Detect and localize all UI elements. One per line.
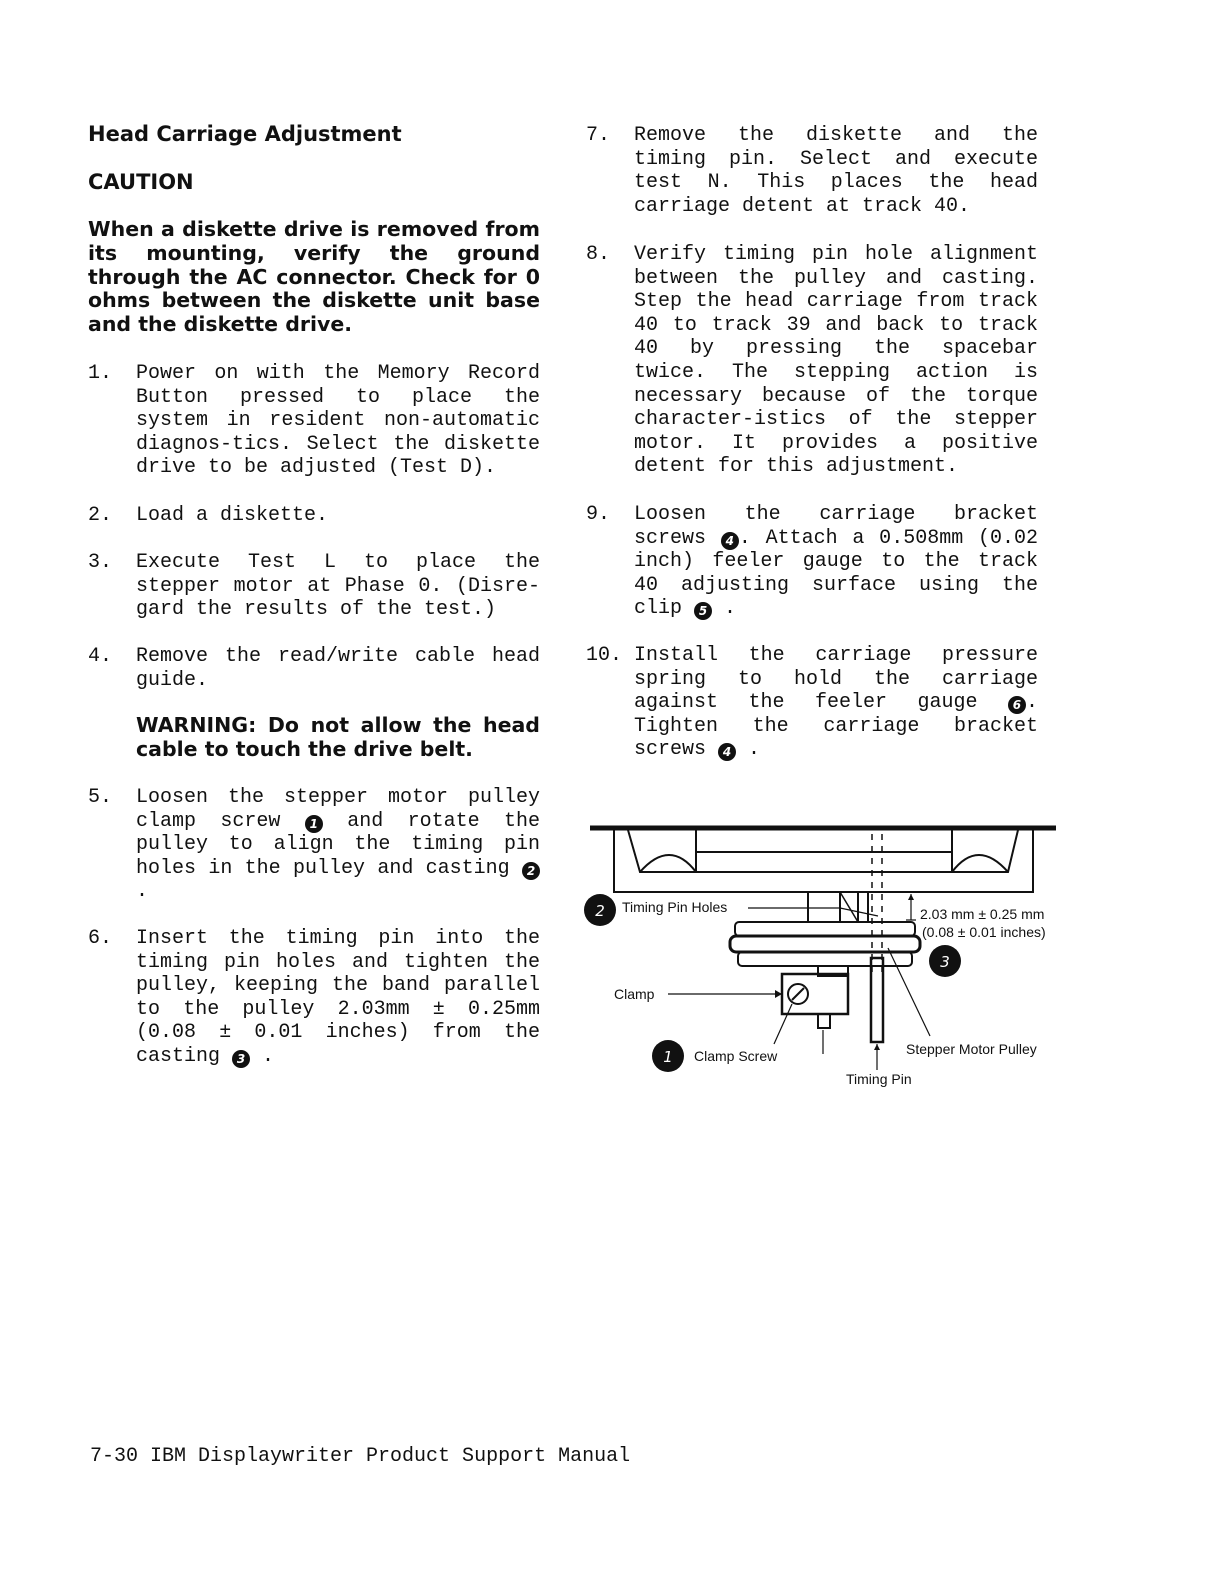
pulley-top (735, 922, 915, 936)
callout-3-icon: 3 (232, 1050, 250, 1068)
label-stepper-motor-pulley: Stepper Motor Pulley (906, 1041, 1037, 1057)
pulley-diagram (578, 808, 1078, 1098)
right-mount (952, 855, 1008, 872)
step-number: 5. (88, 786, 113, 809)
pulley-bottom (738, 952, 912, 966)
callout-6-icon: 6 (1008, 696, 1026, 714)
callout-1-icon: 1 (305, 815, 323, 833)
step-10 (586, 644, 1038, 762)
step-text: . (724, 597, 737, 621)
label-clamp: Clamp (614, 986, 655, 1002)
step-number: 9. (586, 503, 611, 526)
step-1 (88, 362, 540, 480)
step-text: . (748, 738, 761, 762)
page-title: Head Carriage Adjustment (88, 122, 402, 146)
warning-text: WARNING: Do not allow the head cable to touch the drive belt. (136, 713, 540, 761)
clamp-body (782, 974, 848, 1014)
right-bracket (952, 830, 1018, 872)
timing-pin-arrow-icon (874, 1044, 880, 1050)
label-clamp-screw: Clamp Screw (694, 1048, 778, 1064)
step-4 (88, 645, 540, 762)
step-5 (88, 786, 540, 904)
step-text: Remove the read/write cable head guide. (136, 645, 540, 692)
step-9 (586, 503, 1038, 621)
step-number: 8. (586, 243, 611, 266)
step-text: and rotate the pulley to align the timing pin holes in the pulley and casting (136, 809, 540, 880)
step-text: . Attach a 0.508mm (0.02 inch) feeler gauge to the track 40 adjusting surface using the clip (634, 526, 1038, 621)
step-text: Insert the timing pin into the timing pin holes and tighten the pulley, keeping the band parallel to the pulley 2.03mm ± 0.25mm (0.08 ± 0.01 inches) from the casting (136, 927, 540, 1068)
step-text: Execute Test L to place the stepper motor at Phase 0. (Disre-gard the results of the test.) (136, 551, 540, 622)
casting-outline (614, 828, 1033, 892)
step-text: . Tighten the carriage bracket screws (634, 691, 1038, 762)
step-text: Install the carriage pressure spring to hold the carriage against the feeler gauge (634, 644, 1038, 715)
callout-3-label: 3 (940, 953, 950, 971)
step-6 (88, 927, 540, 1069)
step-number: 6. (88, 927, 113, 950)
step-number: 1. (88, 362, 113, 385)
callout-2-label: 2 (595, 902, 605, 920)
step-3 (88, 551, 540, 622)
step-8 (586, 243, 1038, 479)
label-timing-pin: Timing Pin (846, 1071, 912, 1087)
callout-4-icon: 4 (718, 743, 736, 761)
timing-pin (871, 958, 883, 1042)
step-text: Load a diskette. (136, 504, 329, 527)
shaft-stub (818, 1014, 830, 1028)
label-dimension-mm: 2.03 mm ± 0.25 mm (920, 906, 1045, 922)
step-text: . (136, 880, 149, 904)
dimension-arrow-icon (908, 894, 914, 900)
step-text: Loosen the stepper motor pulley clamp screw (136, 786, 540, 833)
step-number: 7. (586, 124, 611, 147)
step-number: 10. (586, 644, 623, 667)
leader-stepper-pulley (888, 948, 930, 1036)
callout-5-icon: 5 (694, 602, 712, 620)
callout-2-icon: 2 (522, 862, 540, 880)
step-number: 2. (88, 504, 113, 527)
step-text: Power on with the Memory Record Button pressed to place the system in resident non-automatic diagnos-tics. Select the diskette drive to be adjusted (Test D). (136, 362, 540, 480)
callout-1-label: 1 (663, 1048, 673, 1066)
pulley-band (730, 936, 920, 952)
step-text: Remove the diskette and the timing pin. Select and execute test N. This places the head carriage detent at track 40. (634, 124, 1038, 218)
left-mount (640, 855, 696, 872)
clamp-screw-slot (792, 988, 804, 1000)
callout-4-icon: 4 (721, 532, 739, 550)
page-footer: 7-30 IBM Displaywriter Product Support Manual (90, 1445, 631, 1468)
label-timing-pin-holes: Timing Pin Holes (622, 899, 728, 915)
caution-text: When a diskette drive is removed from its mounting, verify the ground through the AC connector. Check for 0 ohms between the diskette unit base and the diskette drive. (88, 217, 540, 337)
step-text: Verify timing pin hole alignment between the pulley and casting. Step the head carriage from track 40 to track 39 and back to track 40 by pressing the spacebar twice. The stepping action is necessary because of the torque character-istics of the stepper motor. It provides a positive detent for this adjustment. (634, 243, 1038, 479)
left-bracket (628, 830, 696, 872)
step-number: 3. (88, 551, 113, 574)
label-dimension-in: (0.08 ± 0.01 inches) (922, 924, 1046, 940)
step-text: . (262, 1044, 275, 1068)
hole-hatch (840, 892, 858, 922)
step-7 (586, 124, 1038, 218)
step-2 (88, 504, 540, 528)
caution-heading: CAUTION (88, 170, 194, 194)
step-number: 4. (88, 645, 113, 668)
step-text: Loosen the carriage bracket screws (634, 503, 1038, 550)
